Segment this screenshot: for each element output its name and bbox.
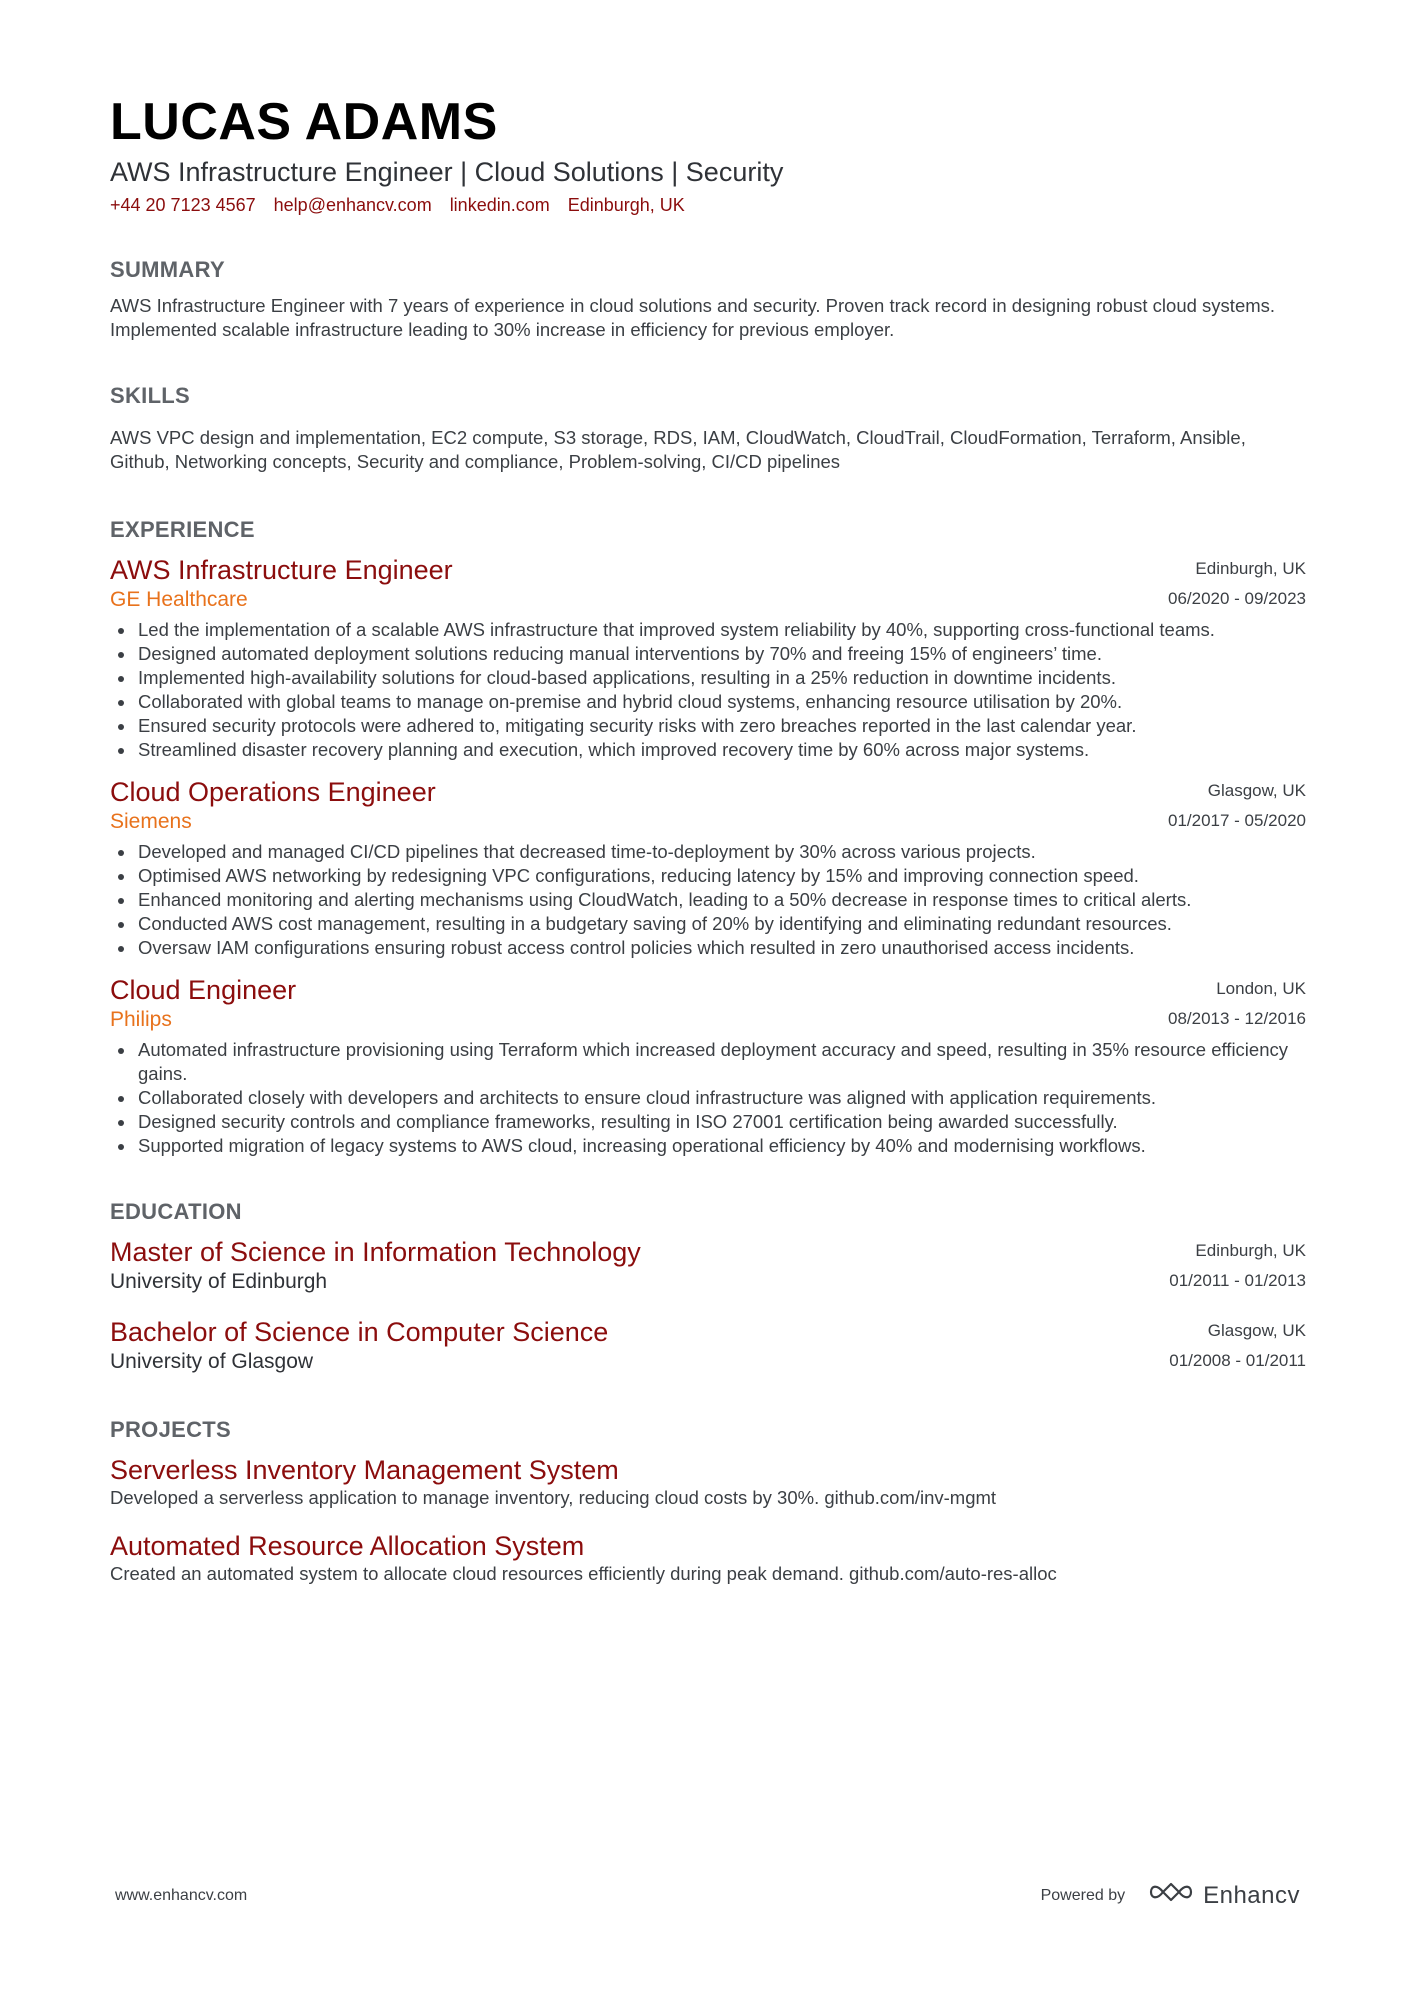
school-name: University of Edinburgh bbox=[110, 1270, 328, 1293]
job-bullets bbox=[110, 618, 1306, 762]
degree-title: Master of Science in Information Technology bbox=[110, 1237, 641, 1267]
list-item: Ensured security protocols were adhered to, mitigating security risks with zero breaches reported in the last calendar year. bbox=[110, 714, 1306, 738]
resume-page bbox=[110, 92, 1306, 1586]
resume-header bbox=[110, 92, 1306, 218]
job-location: London, UK bbox=[1216, 979, 1306, 998]
list-item: Implemented high-availability solutions for cloud-based applications, resulting in a 25% reduction in downtime incidents. bbox=[110, 666, 1306, 690]
list-item: Supported migration of legacy systems to AWS cloud, increasing operational efficiency by 40% and modernising workflows. bbox=[110, 1134, 1306, 1158]
skills-section bbox=[110, 382, 1306, 474]
school-location: Glasgow, UK bbox=[1207, 1321, 1306, 1340]
school-dates: 01/2008 - 01/2011 bbox=[1169, 1351, 1306, 1370]
summary-section bbox=[110, 256, 1306, 342]
list-item: Automated infrastructure provisioning using Terraform which increased deployment accuracy and speed, resulting in 35% resource efficiency gains. bbox=[110, 1038, 1306, 1086]
powered-by-label: Powered by bbox=[1040, 1886, 1126, 1904]
project-description: Created an automated system to allocate cloud resources efficiently during peak demand. github.com/auto-res-alloc bbox=[110, 1563, 1057, 1584]
job-company: Philips bbox=[110, 1008, 172, 1031]
infinity-logo-icon bbox=[1149, 1880, 1193, 1911]
contact-info bbox=[110, 192, 1306, 218]
degree-title: Bachelor of Science in Computer Science bbox=[110, 1317, 609, 1347]
list-item: Streamlined disaster recovery planning and execution, which improved recovery time by 60% across major systems. bbox=[110, 738, 1306, 762]
project-title: Serverless Inventory Management System bbox=[110, 1455, 619, 1485]
job-title: AWS Infrastructure Engineer bbox=[110, 555, 453, 585]
skills-text: AWS VPC design and implementation, EC2 compute, S3 storage, RDS, IAM, CloudWatch, CloudTrail, CloudFormation, Terraform, Ansible, Github, Networking concepts, Security and compliance, Problem-solving, CI/CD pipelines bbox=[110, 427, 1246, 472]
job-location: Edinburgh, UK bbox=[1195, 559, 1306, 578]
brand-logo[interactable] bbox=[1149, 1880, 1300, 1911]
education-entry bbox=[110, 1316, 1306, 1376]
education-entry bbox=[110, 1236, 1306, 1296]
list-item: Led the implementation of a scalable AWS infrastructure that improved system reliability by 40%, supporting cross-functional teams. bbox=[110, 618, 1306, 642]
list-item: Optimised AWS networking by redesigning VPC configurations, reducing latency by 15% and improving connection speed. bbox=[110, 864, 1306, 888]
list-item: Conducted AWS cost management, resulting in a budgetary saving of 20% by identifying and eliminating redundant resources. bbox=[110, 912, 1306, 936]
job-title: Cloud Engineer bbox=[110, 975, 297, 1005]
job-dates: 08/2013 - 12/2016 bbox=[1167, 1009, 1306, 1028]
project-entry bbox=[110, 1530, 1306, 1586]
job-dates: 01/2017 - 05/2020 bbox=[1167, 811, 1306, 830]
job-dates: 06/2020 - 09/2023 bbox=[1167, 589, 1306, 608]
candidate-headline: AWS Infrastructure Engineer | Cloud Solutions | Security bbox=[110, 157, 784, 187]
contact-phone[interactable]: +44 20 7123 4567 bbox=[110, 195, 256, 215]
summary-title: SUMMARY bbox=[110, 257, 225, 282]
list-item: Designed automated deployment solutions reducing manual interventions by 70% and freeing 15% of engineers’ time. bbox=[110, 642, 1306, 666]
school-location: Edinburgh, UK bbox=[1195, 1241, 1306, 1260]
list-item: Oversaw IAM configurations ensuring robust access control policies which resulted in zero unauthorised access incidents. bbox=[110, 936, 1306, 960]
list-item: Designed security controls and compliance frameworks, resulting in ISO 27001 certification being awarded successfully. bbox=[110, 1110, 1306, 1134]
job-title: Cloud Operations Engineer bbox=[110, 777, 436, 807]
experience-section bbox=[110, 516, 1306, 1158]
list-item: Collaborated with global teams to manage on-premise and hybrid cloud systems, enhancing resource utilisation by 20%. bbox=[110, 690, 1306, 714]
job-bullets bbox=[110, 840, 1306, 960]
contact-location: Edinburgh, UK bbox=[567, 195, 685, 215]
experience-entry bbox=[110, 554, 1306, 762]
list-item: Enhanced monitoring and alerting mechanisms using CloudWatch, leading to a 50% decrease in response times to critical alerts. bbox=[110, 888, 1306, 912]
contact-linkedin[interactable]: linkedin.com bbox=[449, 195, 550, 215]
school-dates: 01/2011 - 01/2013 bbox=[1169, 1271, 1306, 1290]
list-item: Developed and managed CI/CD pipelines that decreased time-to-deployment by 30% across various projects. bbox=[110, 840, 1306, 864]
skills-title: SKILLS bbox=[110, 383, 191, 408]
candidate-name: LUCAS ADAMS bbox=[110, 93, 498, 151]
project-description: Developed a serverless application to manage inventory, reducing cloud costs by 30%. github.com/inv-mgmt bbox=[110, 1487, 997, 1508]
project-entry bbox=[110, 1454, 1306, 1510]
job-bullets bbox=[110, 1038, 1306, 1158]
experience-title: EXPERIENCE bbox=[110, 517, 255, 542]
education-section bbox=[110, 1198, 1306, 1376]
job-location: Glasgow, UK bbox=[1207, 781, 1306, 800]
job-company: GE Healthcare bbox=[110, 588, 248, 611]
summary-text: AWS Infrastructure Engineer with 7 years of experience in cloud solutions and security. Proven track record in designing robust cloud systems. Implemented scalable infrastructure leading to 30% increase in efficiency for previous employer. bbox=[110, 295, 1276, 340]
job-company: Siemens bbox=[110, 810, 192, 833]
education-title: EDUCATION bbox=[110, 1199, 242, 1224]
experience-entry bbox=[110, 974, 1306, 1158]
contact-email[interactable]: help@enhancv.com bbox=[273, 195, 432, 215]
project-title: Automated Resource Allocation System bbox=[110, 1531, 585, 1561]
school-name: University of Glasgow bbox=[110, 1350, 314, 1373]
footer-website[interactable]: www.enhancv.com bbox=[115, 1886, 248, 1904]
powered-by bbox=[1041, 1880, 1300, 1911]
experience-entry bbox=[110, 776, 1306, 960]
projects-section bbox=[110, 1416, 1306, 1586]
brand-name: Enhancv bbox=[1203, 1881, 1300, 1909]
list-item: Collaborated closely with developers and architects to ensure cloud infrastructure was aligned with application requirements. bbox=[110, 1086, 1306, 1110]
page-footer bbox=[115, 1880, 1300, 1911]
projects-title: PROJECTS bbox=[110, 1417, 231, 1442]
